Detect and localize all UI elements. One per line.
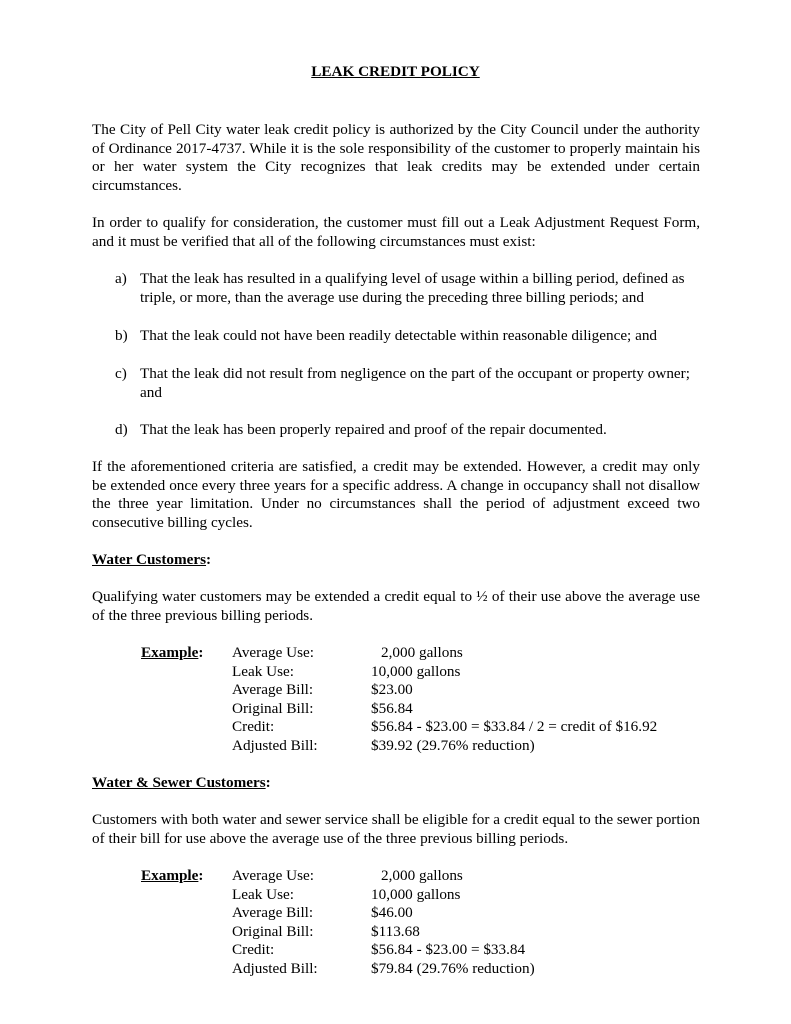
sewer-description: Customers with both water and sewer service shall be eligible for a credit equal to the sewer portion of their bill for use above the average use of the three previous billing periods.: [92, 811, 700, 847]
example-label-text: Example: [141, 644, 199, 661]
example-row-value: $39.92 (29.76% reduction): [371, 736, 535, 754]
example-row-label: Leak Use:: [232, 885, 294, 903]
example-row-label: Average Use:: [232, 867, 314, 884]
example-row-value: $56.84: [371, 699, 413, 717]
example-row-label: Credit:: [232, 718, 275, 735]
example-row-value: $56.84 - $23.00 = $33.84 / 2 = credit of $16.92: [371, 718, 658, 735]
example-label-text: Example: [141, 867, 199, 884]
example-row-value: 10,000 gallons: [371, 662, 461, 680]
example-label-colon: :: [198, 867, 204, 884]
example-row-label: Credit:: [232, 941, 275, 958]
example-label: [141, 867, 203, 886]
example-row-label: Adjusted Bill:: [232, 959, 318, 977]
water-heading-colon: :: [206, 551, 212, 568]
qualify-paragraph: In order to qualify for consideration, the customer must fill out a Leak Adjustment Request Form, and it must be verified that all of the following circumstances must exist:: [92, 214, 700, 250]
sewer-heading-colon: :: [265, 774, 271, 791]
example-row-label: Average Use:: [232, 644, 314, 661]
example-row-label: Leak Use:: [232, 662, 294, 680]
example-row-label: Average Bill:: [232, 681, 314, 698]
example-row-label: Adjusted Bill:: [232, 736, 318, 754]
criteria-marker: d): [115, 421, 128, 438]
criteria-marker: a): [115, 270, 127, 287]
intro-paragraph: The City of Pell City water leak credit policy is authorized by the City Council under the authority of Ordinance 2017-4737. While it is the sole responsibility of the customer to properly maintain his or her water system the City recognizes that leak credits may be extended under certain circumstances.: [92, 121, 700, 194]
example-row-value: 10,000 gallons: [371, 885, 461, 903]
criteria-marker: c): [115, 365, 127, 382]
criteria-item: [115, 365, 701, 402]
water-sewer-customers-heading: [92, 774, 271, 793]
water-description: Qualifying water customers may be extended a credit equal to ½ of their use above the average use of the three previous billing periods.: [92, 588, 700, 624]
example-label-colon: :: [198, 644, 204, 661]
criteria-text: That the leak has been properly repaired and proof of the repair documented.: [140, 421, 607, 438]
example-row-value: $79.84 (29.76% reduction): [371, 959, 535, 977]
example-label: [141, 644, 203, 663]
example-row-value: 2,000 gallons: [381, 867, 463, 884]
example-row-label: Original Bill:: [232, 922, 314, 940]
criteria-item: [115, 270, 701, 307]
criteria-text: That the leak could not have been readily detectable within reasonable diligence; and: [140, 327, 658, 344]
example-row-value: $113.68: [371, 922, 420, 940]
example-row-value: 2,000 gallons: [381, 644, 463, 661]
water-heading-text: Water Customers: [92, 551, 207, 568]
criteria-marker: b): [115, 327, 128, 344]
extension-paragraph: If the aforementioned criteria are satisfied, a credit may be extended. However, a credit may only be extended once every three years for a specific address. A change in occupancy shall not disallow the three year limitation. Under no circumstances shall the period of adjustment exceed two consecutive billing cycles.: [92, 458, 700, 531]
page-title: LEAK CREDIT POLICY: [311, 63, 480, 80]
example-row-label: Original Bill:: [232, 699, 314, 717]
criteria-item: [115, 327, 701, 346]
sewer-heading-text: Water & Sewer Customers: [92, 774, 266, 791]
water-customers-heading: [92, 551, 211, 570]
criteria-item: [115, 421, 701, 440]
example-row-value: $46.00: [371, 904, 413, 921]
criteria-text: That the leak did not result from negligence on the part of the occupant or property owner; and: [140, 365, 690, 401]
criteria-text: That the leak has resulted in a qualifying level of usage within a billing period, defined as triple, or more, than the average use during the preceding three billing periods; and: [140, 270, 685, 306]
example-row-value: $56.84 - $23.00 = $33.84: [371, 941, 526, 958]
example-row-label: Average Bill:: [232, 904, 314, 921]
example-row-value: $23.00: [371, 681, 413, 698]
